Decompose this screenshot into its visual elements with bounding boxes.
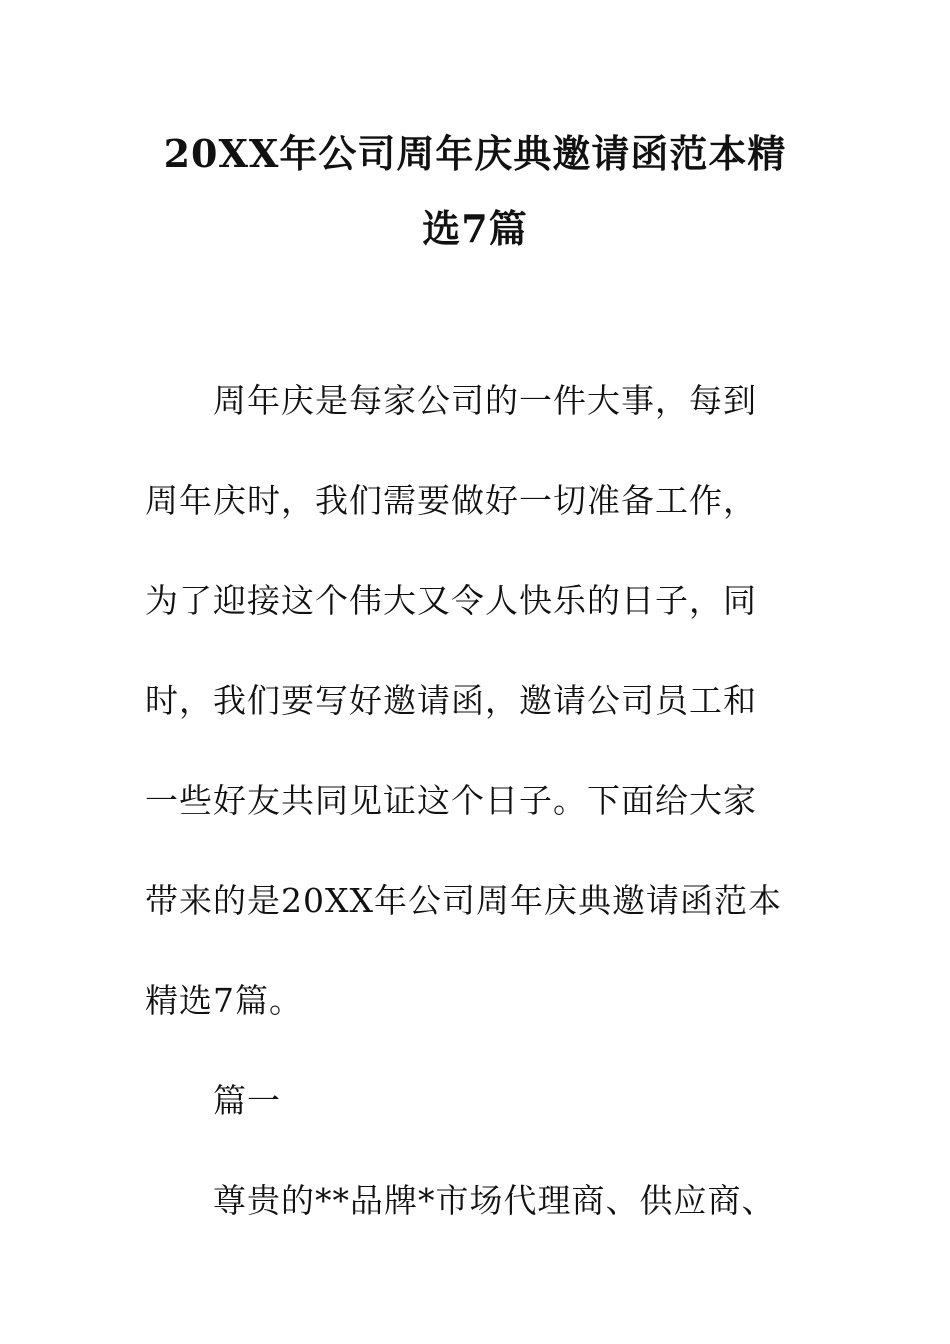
paragraph-line: 为了迎接这个伟大又令人快乐的日子，同 <box>145 581 757 620</box>
document-title-line-2: 选7篇 <box>422 206 528 251</box>
paragraph-line: 一些好友共同见证这个日子。下面给大家 <box>145 781 757 820</box>
paragraph-line: 带来的是20XX年公司周年庆典邀请函范本 <box>145 881 782 920</box>
paragraph-line: 周年庆是每家公司的一件大事，每到 <box>213 381 757 420</box>
document-title-line-1: 20XX年公司周年庆典邀请函范本精 <box>163 131 787 176</box>
paragraph-line: 时，我们要写好邀请函，邀请公司员工和 <box>145 681 757 720</box>
salutation-line: 尊贵的**品牌*市场代理商、供应商、 <box>213 1181 776 1220</box>
section-heading: 篇一 <box>213 1081 281 1120</box>
paragraph-line: 周年庆时，我们需要做好一切准备工作， <box>145 481 757 520</box>
paragraph-line: 精选7篇。 <box>145 981 303 1020</box>
